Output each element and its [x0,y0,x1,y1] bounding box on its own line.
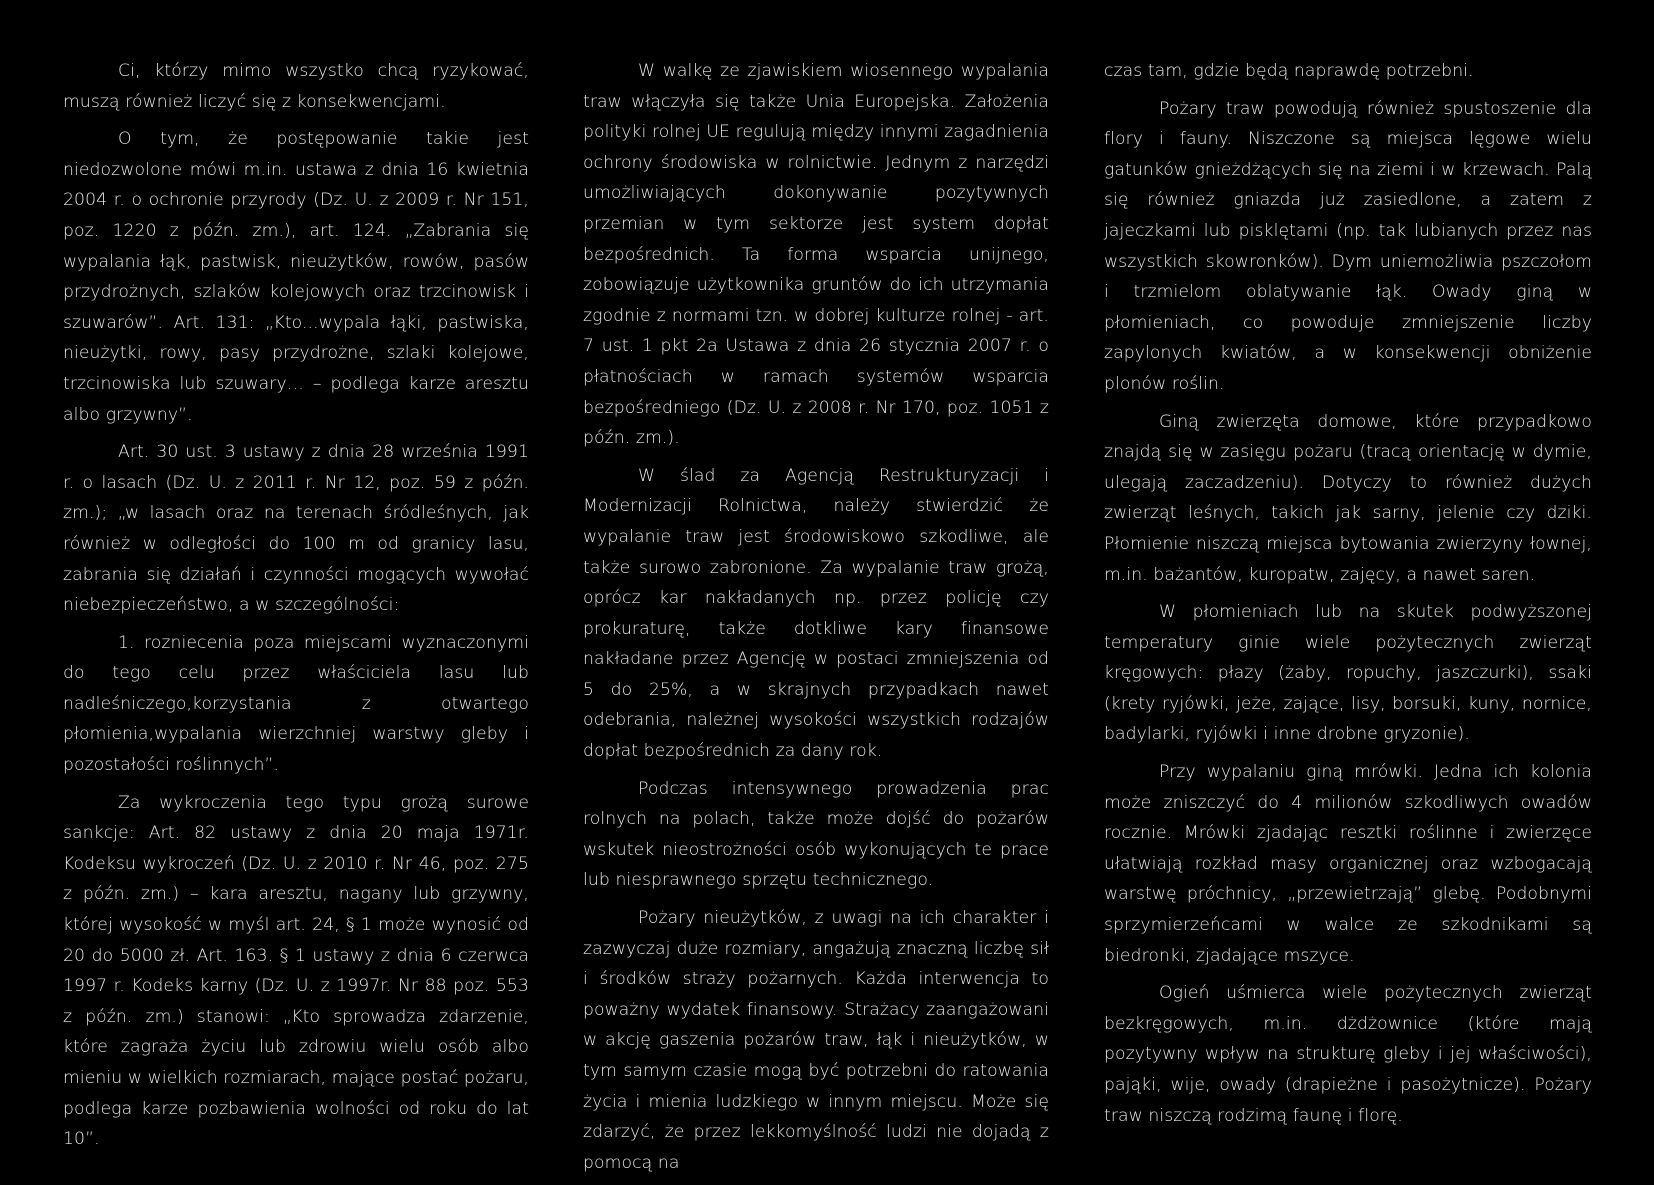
paragraph: O tym, że postępowanie takie jest niedozwolone mówi m.in. ustawa z dnia 16 kwietnia 2004 r. o ochronie przyrody (Dz. U. z 2009 r. Nr 151, poz. 1220 z późn. zm.), art. 124. „Zabrania się wypalania łąk, pastwisk, nieużytków, rowów, pasów przydrożnych, szlaków kolejowych oraz trzcinowisk i szuwarów”. Art. 131: „Kto...wypala łąki, pastwiska, nieużytki, rowy, pasy przydrożne, szlaki kolejowe, trzcinowiska lub szuwary… – podlega karze aresztu albo grzywny”. [63,129,529,425]
text-column-middle [583,56,1049,1185]
paragraph: W walkę ze zjawiskiem wiosennego wypalania traw włączyła się także Unia Europejska. Założenia polityki rolnej UE regulują między innymi zagadnienia ochrony środowiska w rolnictwie. Jednym z narzędzi umożliwiających dokonywanie pozytywnych przemian w tym sektorze jest system dopłat bezpośrednich. Ta forma wsparcia unijnego, zobowiązuje użytkownika gruntów do ich utrzymania zgodnie z normami tzn. w dobrej kulturze rolnej - art. 7 ust. 1 pkt 2a Ustawa z dnia 26 stycznia 2007 r. o płatnościach w ramach systemów wsparcia bezpośredniego (Dz. U. z 2008 r. Nr 170, poz. 1051 z późn. zm.). [583,61,1050,449]
paragraph: Za wykroczenia tego typu grożą surowe sankcje: Art. 82 ustawy z dnia 20 maja 1971r. Kodeksu wykroczeń (Dz. U. z 2010 r. Nr 46, poz. 275 z późn. zm.) – kara aresztu, nagany lub grzywny, której wysokość w myśl art. 24, § 1 może wynosić od 20 do 5000 zł. Art. 163. § 1 ustawy z dnia 6 czerwca 1997 r. Kodeks karny (Dz. U. z 1997r. Nr 88 poz. 553 z późn. zm.) stanowi: „Kto sprowadza zdarzenie, które zagraża życiu lub zdrowiu wielu osób albo mieniu w wielkich rozmiarach, mające postać pożaru, podlega karze pozbawienia wolności od roku do lat 10”. [63,792,529,1150]
paragraph: W płomieniach lub na skutek podwyższonej temperatury ginie wiele pożytecznych zwierząt kręgowych: płazy (żaby, ropuchy, jaszczurki), ssaki (krety ryjówki, jeże, zające, lisy, borsuki, kuny, nornice, badylarki, ryjówki i inne drobne gryzonie). [1104,602,1592,745]
paragraph-continuation: czas tam, gdzie będą naprawdę potrzebni. [1104,61,1474,81]
paragraph: Giną zwierzęta domowe, które przypadkowo znajdą się w zasięgu pożaru (tracą orientację w dymie, ulegają zaczadzeniu). Dotyczy to również dużych zwierząt leśnych, takich jak sarny, jelenie czy dziki. Płomienie niszczą miejsca bytowania zwierzyny łownej, m.in. bażantów, kuropatw, zajęcy, a nawet saren. [1104,411,1592,585]
paragraph: Ci, którzy mimo wszystko chcą ryzykować, muszą również liczyć się z konsekwencjami. [63,61,529,112]
paragraph: Podczas intensywnego prowadzenia prac rolnych na polach, także może dojść do pożarów wskutek nieostrożności osób wykonujących te prace lub niesprawnego sprzętu technicznego. [583,778,1049,891]
text-column-right [1104,56,1592,1138]
paragraph: 1. rozniecenia poza miejscami wyznaczonymi do tego celu przez właściciela lasu lub nadleśniczego,korzystania z otwartego płomienia,wypalania wierzchniej warstwy gleby i pozostałości roślinnych”. [63,632,529,776]
text-column-left [63,56,529,1162]
paragraph: Art. 30 ust. 3 ustawy z dnia 28 września 1991 r. o lasach (Dz. U. z 2011 r. Nr 12, poz. 59 z późn. zm.); „w lasach oraz na terenach śródleśnych, jak również w odległości do 100 m od granicy lasu, zabrania się działań i czynności mogących wywołać niebezpieczeństwo, a w szczególności: [63,442,529,616]
paragraph: Pożary traw powodują również spustoszenie dla flory i fauny. Niszczone są miejsca lęgowe wielu gatunków gnieżdżących się na ziemi i w krzewach. Palą się również gniazda już zasiedlone, a zatem z jajeczkami lub pisklętami (np. tak lubianych przez nas wszystkich skowronków). Dym uniemożliwia pszczołom i trzmielom oblatywanie łąk. Owady giną w płomieniach, co powoduje zmniejszenie liczby zapylonych kwiatów, a w konsekwencji obniżenie plonów roślin. [1104,98,1592,394]
paragraph: Ogień uśmierca wiele pożytecznych zwierząt bezkręgowych, m.in. dżdżownice (które mają pozytywny wpływ na strukturę gleby i jej właściwości), pająki, wije, owady (drapieżne i pasożytnicze). Pożary traw niszczą rodzimą faunę i florę. [1104,983,1592,1126]
paragraph: Pożary nieużytków, z uwagi na ich charakter i zazwyczaj duże rozmiary, angażują znaczną liczbę sił i środków straży pożarnych. Każda interwencja to poważny wydatek finansowy. Strażacy zaangażowani w akcję gaszenia pożarów traw, łąk i nieużytków, w tym samym czasie mogą być potrzebni do ratowania życia i mienia ludzkiego w innym miejscu. Może się zdarzyć, że przez lekkomyślność ludzi nie dojadą z pomocą na [583,908,1049,1173]
paragraph: Przy wypalaniu giną mrówki. Jedna ich kolonia może zniszczyć do 4 milionów szkodliwych owadów rocznie. Mrówki zjadając resztki roślinne i zwierzęce ułatwiają rozkład masy organicznej oraz wzbogacają warstwę próchnicy, „przewietrzają” glebę. Podobnymi sprzymierzeńcami w walce ze szkodnikami są biedronki, zjadające mszyce. [1104,762,1592,966]
paragraph: W ślad za Agencją Restrukturyzacji i Modernizacji Rolnictwa, należy stwierdzić że wypalanie traw jest środowiskowo szkodliwe, ale także surowo zabronione. Za wypalanie traw grożą, oprócz kar nakładanych np. przez policję czy prokuraturę, także dotkliwe kary finansowe nakładane przez Agencję w postaci zmniejszenia od 5 do 25%, a w skrajnych przypadkach nawet odebrania, należnej wysokości wszystkich rodzajów dopłat bezpośrednich za dany rok. [583,465,1049,762]
